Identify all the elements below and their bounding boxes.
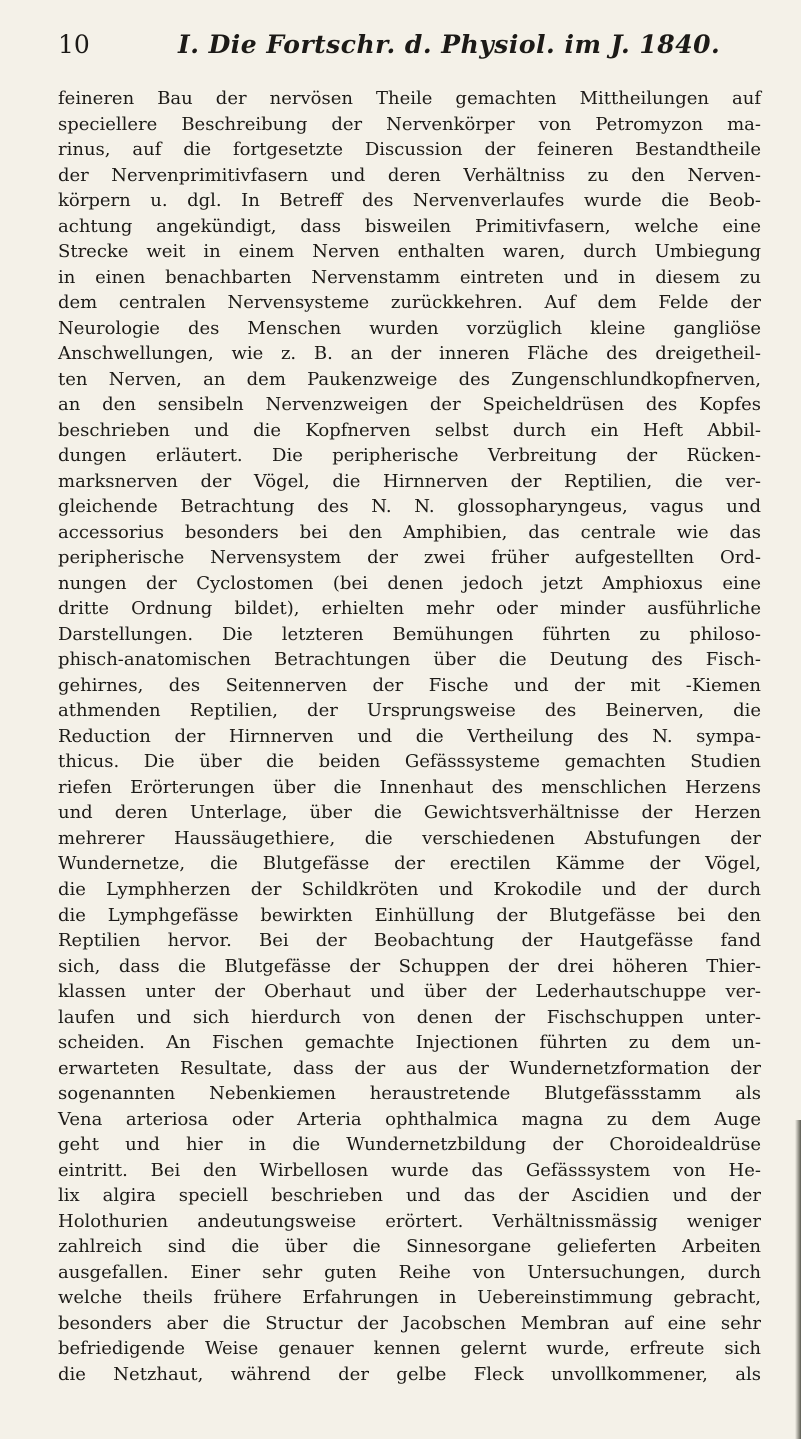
text-line: dungen erläutert. Die peripherische Verbreitung der Rücken- [58,445,761,467]
text-line: beschrieben und die Kopfnerven selbst durch ein Heft Abbil- [58,419,761,441]
text-line: ausgefallen. Einer sehr guten Reihe von Untersuchungen, durch [58,1261,761,1283]
text-line: thicus. Die über die beiden Gefässsysteme gemachten Studien [58,751,761,773]
text-line: Reduction der Hirnnerven und die Vertheilung des N. sympa- [58,725,761,747]
text-line: zahlreich sind die über die Sinnesorgane gelieferten Arbeiten [58,1236,761,1258]
text-line: sogenannten Nebenkiemen heraustretende Blutgefässstamm als [58,1083,761,1105]
text-line: marksnerven der Vögel, die Hirnnerven der Reptilien, die ver- [58,470,761,492]
text-line: accessorius besonders bei den Amphibien, das centrale wie das [58,521,761,543]
text-line: körpern u. dgl. In Betreff des Nervenverlaufes wurde die Beob- [58,190,761,212]
text-line: welche theils frühere Erfahrungen in Uebereinstimmung gebracht, [58,1287,761,1309]
text-line: erwarteten Resultate, dass der aus der Wundernetzformation der [58,1057,761,1079]
running-title: I. Die Fortschr. d. Physiol. im J. 1840. [178,30,721,59]
text-line: Neurologie des Menschen wurden vorzüglich kleine gangliöse [58,317,761,339]
text-line: feineren Bau der nervösen Theile gemachten Mittheilungen auf [58,88,761,109]
text-line: athmenden Reptilien, der Ursprungsweise des Beinerven, die [58,700,761,722]
text-line: lix algira speciell beschrieben und das der Ascidien und der [58,1185,761,1207]
text-line: Strecke weit in einem Nerven enthalten waren, durch Umbiegung [58,241,761,263]
text-line: Vena arteriosa oder Arteria ophthalmica magna zu dem Auge [58,1108,761,1130]
text-line: besonders aber die Structur der Jacobschen Membran auf eine sehr [58,1312,761,1334]
text-line: sich, dass die Blutgefässe der Schuppen der drei höheren Thier- [58,955,761,977]
text-line: riefen Erörterungen über die Innenhaut des menschlichen Herzens [58,776,761,798]
text-line: laufen und sich hierdurch von denen der Fischschuppen unter- [58,1006,761,1028]
text-line: befriedigende Weise genauer kennen gelernt wurde, erfreute sich [58,1338,761,1360]
body-text [58,86,761,1387]
text-line: ten Nerven, an dem Paukenzweige des Zungenschlundkopfnerven, [58,368,761,390]
text-line: an den sensibeln Nervenzweigen der Speicheldrüsen des Kopfes [58,394,761,416]
text-line: Wundernetze, die Blutgefässe der erectilen Kämme der Vögel, [58,853,761,875]
text-line: gehirnes, des Seitennerven der Fische und der mit -Kiemen [58,674,761,696]
text-line: geht und hier in die Wundernetzbildung der Choroidealdrüse [58,1134,761,1156]
page-header [58,30,761,76]
text-line: gleichende Betrachtung des N. N. glossopharyngeus, vagus und [58,496,761,518]
text-line: die Lymphherzen der Schildkröten und Krokodile und der durch [58,878,761,900]
text-line: scheiden. An Fischen gemachte Injectionen führten zu dem un- [58,1032,761,1054]
text-line: die Netzhaut, während der gelbe Fleck unvollkommener, als [58,1363,761,1385]
text-line: speciellere Beschreibung der Nervenkörper von Petromyzon ma- [58,113,761,135]
text-line: dem centralen Nervensysteme zurückkehren. Auf dem Felde der [58,292,761,314]
text-line: rinus, auf die fortgesetzte Discussion der feineren Bestandtheile [58,139,761,161]
text-line: phisch-anatomischen Betrachtungen über die Deutung des Fisch- [58,649,761,671]
text-line: mehrerer Haussäugethiere, die verschiedenen Abstufungen der [58,827,761,849]
text-line: Reptilien hervor. Bei der Beobachtung der Hautgefässe fand [58,930,761,952]
text-line: und deren Unterlage, über die Gewichtsverhältnisse der Herzen [58,802,761,824]
page-number: 10 [58,30,90,59]
text-line: peripherische Nervensystem der zwei früher aufgestellten Ord- [58,547,761,569]
text-line: Anschwellungen, wie z. B. an der inneren Fläche des dreigetheil- [58,343,761,365]
text-line: achtung angekündigt, dass bisweilen Primitivfasern, welche eine [58,215,761,237]
text-line: Darstellungen. Die letzteren Bemühungen führten zu philoso- [58,623,761,645]
text-line: in einen benachbarten Nervenstamm eintreten und in diesem zu [58,266,761,288]
text-line: nungen der Cyclostomen (bei denen jedoch jetzt Amphioxus eine [58,572,761,594]
text-line: eintritt. Bei den Wirbellosen wurde das Gefässsystem von He- [58,1159,761,1181]
page-edge-shadow [795,1120,801,1439]
text-line: Holothurien andeutungsweise erörtert. Verhältnissmässig weniger [58,1210,761,1232]
text-line: klassen unter der Oberhaut und über der Lederhautschuppe ver- [58,981,761,1003]
text-line: dritte Ordnung bildet), erhielten mehr oder minder ausführliche [58,598,761,620]
text-line: der Nervenprimitivfasern und deren Verhältniss zu den Nerven- [58,164,761,186]
text-line: die Lymphgefässe bewirkten Einhüllung der Blutgefässe bei den [58,904,761,926]
